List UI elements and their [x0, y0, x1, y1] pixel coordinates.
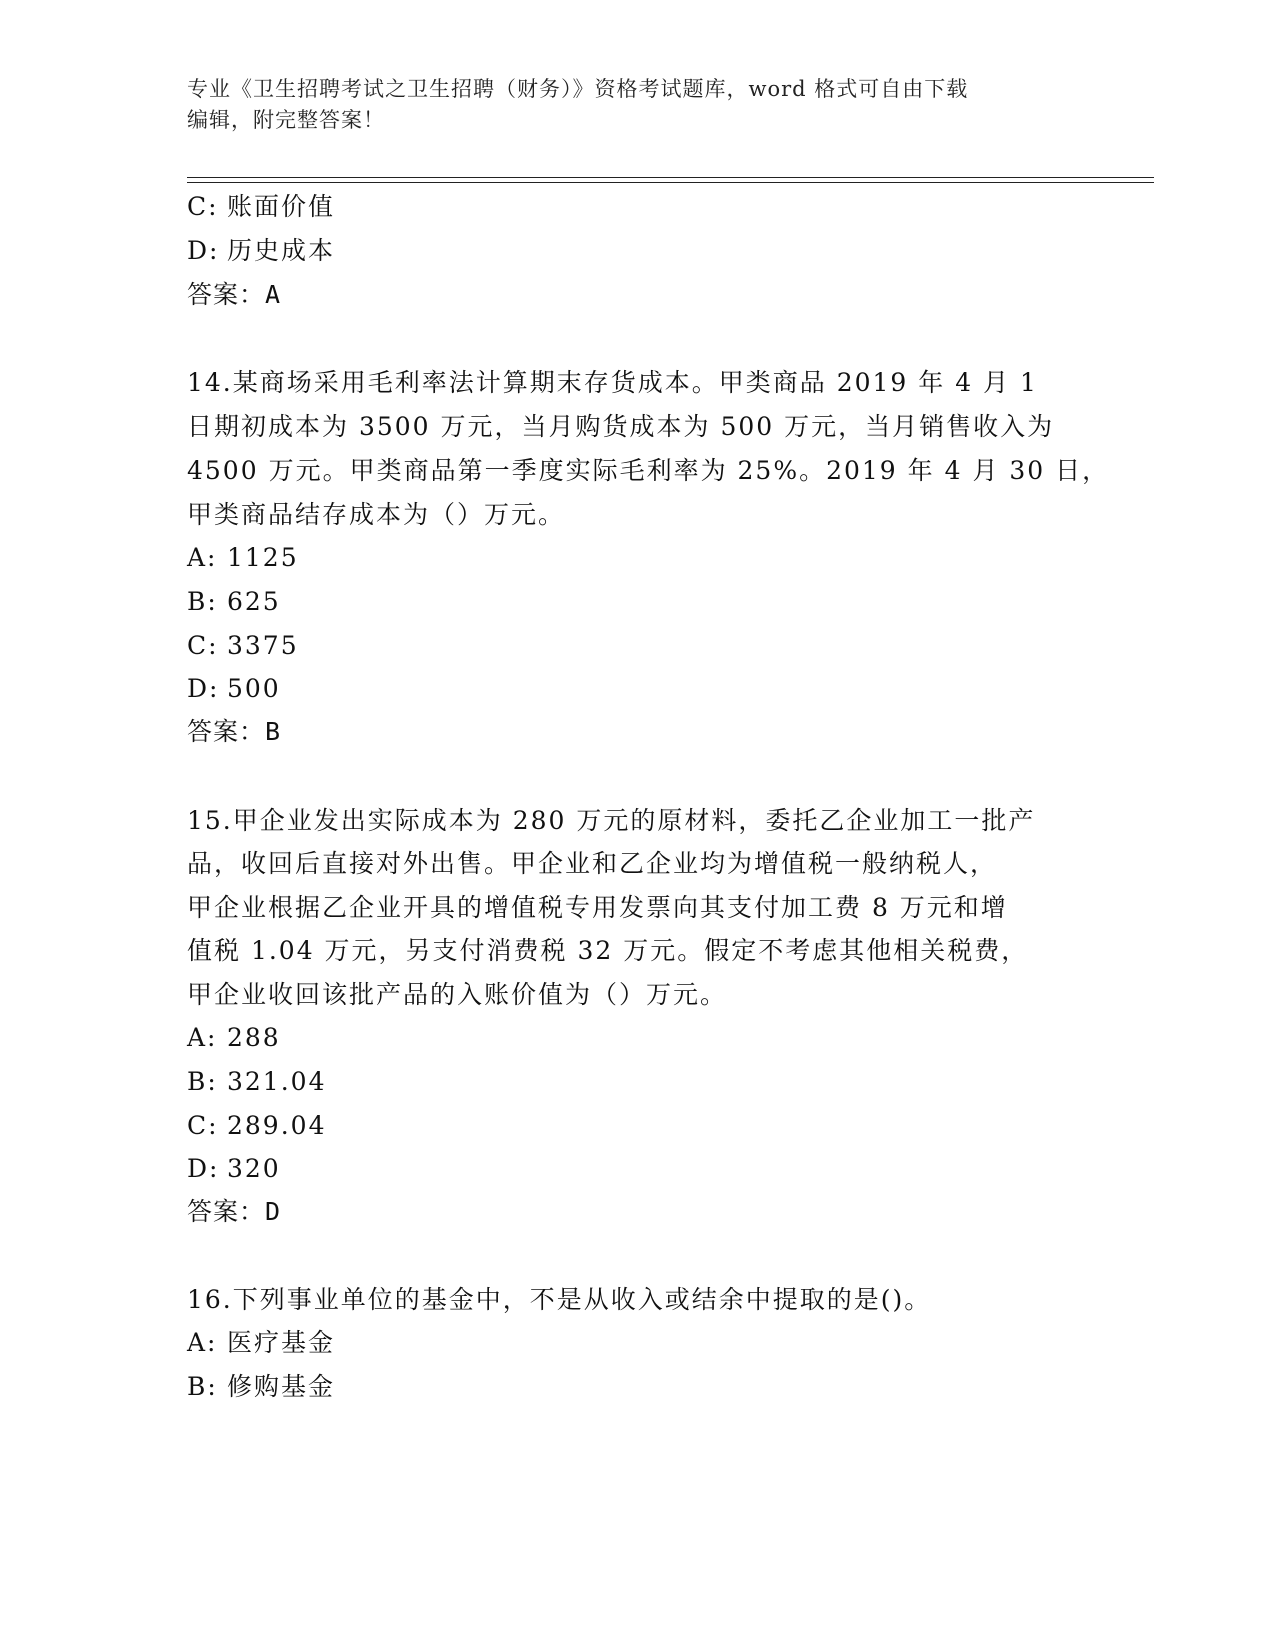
option-text: 625 [227, 587, 281, 616]
option-letter: C: [187, 192, 219, 221]
question-16-line-1: 16.下列事业单位的基金中，不是从收入或结余中提取的是()。 [187, 1285, 932, 1314]
option-text: 320 [227, 1154, 281, 1183]
answer-line [187, 280, 281, 310]
option-letter: C: [187, 1111, 219, 1140]
question-14-line-2: 日期初成本为 3500 万元，当月购货成本为 500 万元，当月销售收入为 [187, 412, 1055, 441]
document-header [187, 74, 1087, 136]
q14-answer-line [187, 717, 281, 747]
answer-label: 答案： [187, 717, 266, 746]
answer-key: D [265, 1197, 282, 1226]
question-15-line-2: 品，收回后直接对外出售。甲企业和乙企业均为增值税一般纳税人， [187, 849, 998, 878]
option-letter: C: [187, 631, 219, 660]
option-text: 500 [227, 674, 281, 703]
option-c [187, 192, 335, 222]
option-letter: B: [187, 1372, 218, 1401]
option-letter: D: [187, 1154, 220, 1183]
option-text: 账面价值 [227, 192, 336, 221]
option-text: 289.04 [227, 1111, 327, 1140]
option-text: 321.04 [227, 1067, 327, 1096]
q15-option-a [187, 1023, 281, 1053]
option-letter: A: [187, 1023, 218, 1052]
answer-label: 答案： [187, 1197, 266, 1226]
header-line-1: 专业《卫生招聘考试之卫生招聘（财务）》资格考试题库，word 格式可自由下载 [187, 77, 969, 101]
q14-option-b [187, 587, 281, 617]
question-15-line-1: 15.甲企业发出实际成本为 280 万元的原材料，委托乙企业加工一批产 [187, 806, 1036, 835]
header-line-2: 编辑，附完整答案！ [187, 108, 385, 132]
q15-option-b [187, 1067, 326, 1097]
header-divider-top [187, 177, 1154, 178]
option-text: 历史成本 [227, 236, 336, 265]
q16-option-a [187, 1328, 335, 1358]
option-letter: A: [187, 1328, 218, 1357]
header-divider-bottom [187, 182, 1154, 183]
option-text: 医疗基金 [227, 1328, 336, 1357]
q15-option-c [187, 1111, 326, 1141]
option-text: 1125 [227, 543, 299, 572]
option-text: 288 [227, 1023, 281, 1052]
question-14-line-1: 14.某商场采用毛利率法计算期末存货成本。甲类商品 2019 年 4 月 1 [187, 368, 1038, 397]
option-letter: B: [187, 1067, 218, 1096]
question-15-line-3: 甲企业根据乙企业开具的增值税专用发票向其支付加工费 8 万元和增 [187, 893, 1008, 922]
option-letter: B: [187, 587, 218, 616]
option-letter: A: [187, 543, 218, 572]
q14-option-c [187, 631, 299, 661]
q14-option-a [187, 543, 299, 573]
question-14-line-4: 甲类商品结存成本为（）万元。 [187, 500, 566, 529]
option-d [187, 236, 335, 266]
option-letter: D: [187, 236, 220, 265]
option-text: 3375 [227, 631, 299, 660]
answer-key: B [265, 717, 282, 746]
question-15-line-5: 甲企业收回该批产品的入账价值为（）万元。 [187, 980, 728, 1009]
question-15-line-4: 值税 1.04 万元，另支付消费税 32 万元。假定不考虑其他相关税费， [187, 936, 1029, 965]
option-letter: D: [187, 674, 220, 703]
q15-option-d [187, 1154, 281, 1184]
q15-answer-line [187, 1197, 281, 1227]
option-text: 修购基金 [227, 1372, 336, 1401]
answer-key: A [265, 280, 282, 309]
answer-label: 答案： [187, 280, 266, 309]
q14-option-d [187, 674, 281, 704]
q16-option-b [187, 1372, 335, 1402]
question-14-line-3: 4500 万元。甲类商品第一季度实际毛利率为 25%。2019 年 4 月 30 日， [187, 456, 1110, 485]
